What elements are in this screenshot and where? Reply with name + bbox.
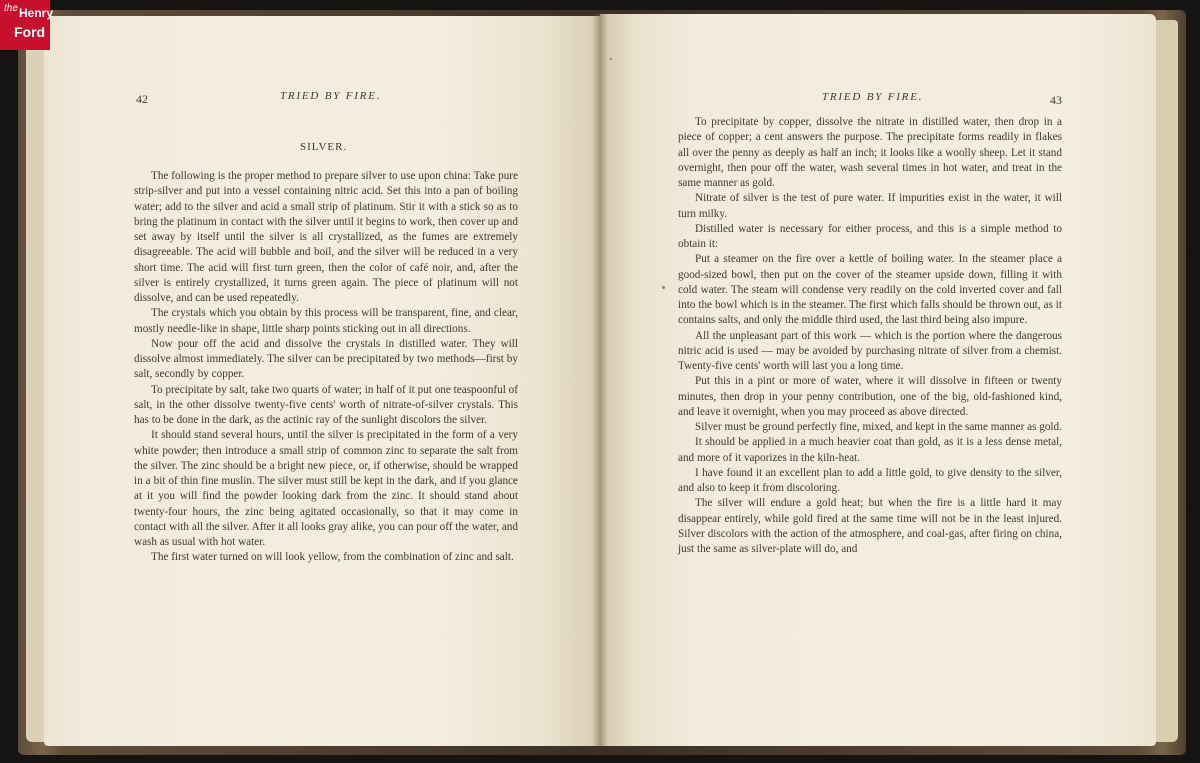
section-title: SILVER. [300, 141, 348, 153]
paragraph: It should stand several hours, until the silver is precipitated in the form of a very white powder; then introduce a small strip of common zinc to separate the salt from the silver. The zinc should be a bright new piece, or, if otherwise, should be wrapped in a bit of thin fine muslin. The silver must still be kept in the dark, and if you glance at it you will find the powder looking dark from the zinc. It should stand about twenty-four hours, the zinc being agitated occasionally, so that it may come in contact with all the silver. After it all looks gray alike, you can pour off the water, and wash as usual with hot water. [134, 429, 518, 548]
paragraph: I have found it an excellent plan to add a little gold, to give density to the silver, and also to keep it from discoloring. [678, 466, 1062, 494]
paragraph: Put a steamer on the fire over a kettle of boiling water. In the steamer place a good-sized bowl, then put on the cover of the steamer upside down, filling it with cold water. The steam will condense very readily on the cold inverted cover and fall into the bowl which is in the steamer. The first which falls should be thrown out, as it contains salts, and only the middle third used, the last third being also impure. [678, 253, 1062, 327]
running-head: TRIED BY FIRE. [822, 91, 924, 103]
paragraph [134, 169, 518, 306]
paragraph: Now pour off the acid and dissolve the crystals in distilled water. They will dissolve almost immediately. The silver can be precipitated by two methods—first by salt, secondly by copper. [134, 337, 518, 381]
left-page-body [134, 169, 518, 566]
henry-ford-logo [0, 0, 54, 50]
paragraph: To precipitate by salt, take two quarts of water; in half of it put one teaspoonful of salt, in the other dissolve twenty-five cents' worth of nitrate-of-silver crystals. This has to be done in the dark, as the actinic ray of the sunlight discolors the silver. [134, 383, 518, 426]
paragraph: To precipitate by copper, dissolve the nitrate in distilled water, then drop in a piece of copper; a cent answers the purpose. The precipitate forms readily in flakes all over the penny as deeply as half an inch; it looks like a woolly sheep. Let it stand overnight, then pour off the water, wash several times in hot water, and treat in the same manner as gold. [678, 116, 1062, 189]
logo-ford: Ford [14, 24, 46, 40]
paragraph: The crystals which you obtain by this process will be transparent, fine, and clear, mostly needle-like in shape, little sharp points sticking out in all directions. [134, 307, 518, 335]
left-page [44, 16, 600, 746]
paragraph: Nitrate of silver is the test of pure water. If impurities exist in the water, it will turn milky. [678, 192, 1062, 220]
paragraph: Put this in a pint or more of water, where it will dissolve in fifteen or twenty minutes, then drop in your penny contribution, one of the big, old-fashioned kind, and leave it overnight, when you may proceed as above directed. [678, 375, 1062, 418]
paragraph: Silver must be ground perfectly fine, mixed, and kept in the same manner as gold. [695, 421, 1062, 433]
book-gutter [592, 14, 608, 746]
right-page-body [678, 115, 1062, 557]
paragraph: All the unpleasant part of this work — which is the portion where the dangerous nitric acid is used — may be avoided by purchasing nitrate of silver from a chemist. Twenty-five cents' worth will last you a long time. [678, 329, 1062, 372]
page-number: 43 [1050, 93, 1062, 107]
running-head: TRIED BY FIRE. [280, 90, 382, 102]
paper-speck [662, 286, 665, 289]
paragraph: It should be applied in a much heavier coat than gold, as it is a less dense metal, and more of it vaporizes in the kiln-heat. [678, 436, 1062, 464]
paragraph: The silver will endure a gold heat; but when the fire is a little hard it may disappear entirely, while gold fired at the same time will not be in the least injured. Silver discolors with the action of the atmosphere, and coal-gas, after firing on china, just the same as silver-plate will do, and [678, 497, 1062, 555]
right-page-edges [1154, 20, 1178, 742]
paragraph: The first water turned on will look yellow, from the combination of zinc and salt. [151, 551, 514, 564]
logo-henry: Henry [19, 6, 54, 20]
paper-speck [610, 58, 612, 60]
page-number: 42 [136, 92, 148, 106]
right-page [600, 14, 1156, 746]
paragraph-text: The following is the proper method to prepare silver to use upon china: Take pure strip-silver and put into a vessel containing nitric acid. Set this into a pan of boiling water; add to the silver and acid a small strip of platinum. Stir it with a stick so as to bring the platinum in contact with the silver until it begins to work, then cover up and set away by itself until the silver is all crystallized, as the fumes are extremely disagreeable. The acid will bubble and boil, and the silver will be reduced in a very short time. The acid will first turn green, then the color of café noir, and, after the silver is entirely crystallized, it turns green again. The piece of platinum will not dissolve, and can be used repeatedly. [134, 170, 518, 304]
logo-the: the [4, 3, 18, 14]
paragraph: Distilled water is necessary for either process, and this is a simple method to obtain it: [678, 222, 1062, 250]
